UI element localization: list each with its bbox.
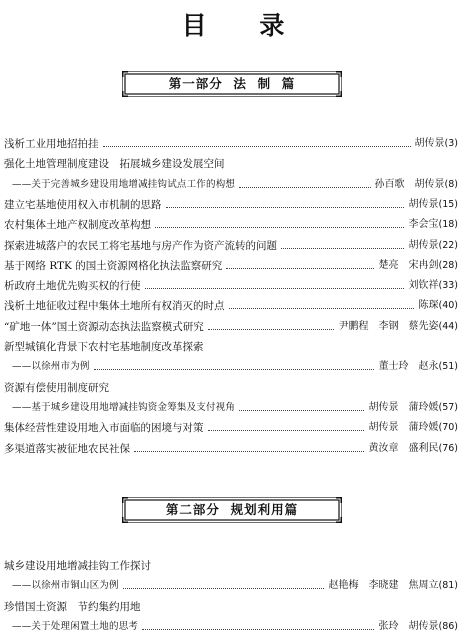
toc-author-page <box>378 258 458 274</box>
toc-page-number: (18) <box>438 219 458 231</box>
toc-entry-row <box>4 298 458 314</box>
toc-title: 浅析土地征收过程中集体土地所有权消灭的时点 <box>4 300 225 313</box>
toc-title: 探索进城落户的农民工将宅基地与房产作为资产流转的问题 <box>4 239 277 252</box>
toc-entry-row <box>4 441 458 457</box>
toc-author-page <box>418 298 458 314</box>
toc-subtitle-row <box>12 359 458 375</box>
toc-author-page <box>408 278 458 294</box>
toc-page-number: (76) <box>438 442 458 454</box>
dot-leader <box>90 359 379 375</box>
dot-leader <box>225 298 419 314</box>
toc-entry-row <box>4 420 458 436</box>
toc-authors: 刘钦祥 <box>408 280 439 292</box>
dot-leader <box>204 319 339 335</box>
toc-authors: 楚亮 宋冉剑 <box>378 259 439 271</box>
toc-authors: 黄汝章 盛利民 <box>368 442 439 454</box>
toc-page-number: (70) <box>438 422 458 434</box>
toc-subtitle: ——以徐州市为例 <box>12 361 90 373</box>
toc-title: 建立宅基地使用权入市机制的思路 <box>4 198 162 211</box>
toc-authors: 胡传景 <box>414 138 445 149</box>
toc-authors: 孙百歌 胡传景 <box>374 178 445 190</box>
toc-title: 集体经营性建设用地入市面临的困境与对策 <box>4 422 204 435</box>
toc-page-number: (22) <box>438 239 458 251</box>
toc-subtitle: ——关于完善城乡建设用地增减挂钩试点工作的构想 <box>12 178 236 190</box>
toc-title: 珍惜国土资源 节约集约用地 <box>4 600 141 613</box>
dot-leader <box>141 278 409 294</box>
toc-authors: 胡传景 <box>408 239 439 251</box>
dot-leader <box>119 578 329 594</box>
toc-entry-row <box>4 217 458 233</box>
dot-leader <box>235 400 368 416</box>
toc-page-number: (81) <box>438 580 458 592</box>
toc-title: 析政府土地优先购买权的行使 <box>4 280 141 293</box>
toc-page-number: (8) <box>444 178 458 190</box>
toc-subtitle-row <box>12 619 458 635</box>
toc-authors: 胡传景 蒲玲媛 <box>368 401 439 413</box>
toc-subtitle: ——以徐州市铜山区为例 <box>12 580 119 592</box>
toc-title: 浅析工业用地招拍挂 <box>4 138 99 150</box>
part-one-banner <box>122 71 342 97</box>
toc-title: 城乡建设用地增减挂钩工作探讨 <box>4 560 151 572</box>
toc-page-number: (51) <box>438 361 458 373</box>
dot-leader <box>222 258 378 274</box>
toc-entry-row <box>4 339 458 355</box>
toc-author-page <box>328 578 458 594</box>
toc-subtitle-row <box>12 578 458 594</box>
toc-authors: 赵艳梅 李晓建 焦周立 <box>328 580 439 592</box>
toc-author-page <box>408 197 458 213</box>
toc-author-page <box>368 420 458 436</box>
toc-page-number: (44) <box>438 320 458 332</box>
toc-author-page <box>415 136 458 152</box>
toc-entry-row <box>4 380 458 396</box>
toc-entry-row <box>4 197 458 213</box>
toc-author-page <box>378 359 458 375</box>
toc-authors: 尹鹏程 李钢 蔡先姿 <box>338 320 439 332</box>
toc-entry-row <box>4 319 458 335</box>
part-one-label: 第一部分 法 制 篇 <box>168 76 296 91</box>
toc-page-number: (33) <box>438 280 458 292</box>
dot-leader <box>235 177 374 193</box>
dot-leader <box>99 136 415 152</box>
toc-subtitle-row <box>12 177 458 193</box>
part-two-banner <box>122 497 342 523</box>
dot-leader <box>130 441 368 457</box>
toc-entry-row <box>4 278 458 294</box>
toc-entry-row <box>4 136 458 152</box>
toc-page-number: (3) <box>444 138 458 149</box>
toc-author-page <box>408 238 458 254</box>
page-title: 目 录 <box>181 11 307 40</box>
toc-page-number: (40) <box>438 300 458 312</box>
dot-leader <box>138 619 378 635</box>
toc-author-page <box>375 177 458 193</box>
toc-title: “矿地一体”国土资源动态执法监察模式研究 <box>4 320 204 333</box>
toc-author-page <box>368 441 458 457</box>
toc-author-page <box>408 217 458 233</box>
toc-authors: 董士玲 赵永 <box>378 361 439 373</box>
toc-page-number: (15) <box>438 198 458 210</box>
dot-leader <box>204 420 369 436</box>
toc-entry-row <box>4 156 458 172</box>
toc-page-number: (28) <box>438 259 458 271</box>
toc-title: 资源有偿使用制度研究 <box>4 381 109 394</box>
toc-entry-row <box>4 258 458 274</box>
toc-author-page <box>378 619 458 635</box>
dot-leader <box>162 197 409 213</box>
toc-subtitle: ——关于处理闲置土地的思考 <box>12 620 139 632</box>
toc-authors: 张玲 胡传景 <box>378 620 439 632</box>
toc-author-page <box>338 319 458 335</box>
toc-entry-row <box>4 238 458 254</box>
toc-title: 强化土地管理制度建设 拓展城乡建设发展空间 <box>4 158 225 171</box>
part-two-label: 第二部分 规划利用篇 <box>165 502 299 517</box>
toc-title: 农村集体土地产权制度改革构想 <box>4 219 151 232</box>
toc-title: 基于网络 RTK 的国土资源网格化执法监察研究 <box>4 259 223 272</box>
toc-author-page <box>368 400 458 416</box>
toc-page-number: (57) <box>438 401 458 413</box>
dot-leader <box>277 238 408 254</box>
toc-subtitle: ——基于城乡建设用地增减挂钩资金筹集及支付视角 <box>12 401 236 413</box>
toc-authors: 胡传景 <box>408 198 439 210</box>
toc-entry-row <box>4 558 458 574</box>
toc-authors: 胡传景 蒲玲媛 <box>368 422 439 434</box>
toc-title: 多渠道落实被征地农民社保 <box>4 442 130 455</box>
dot-leader <box>151 217 408 233</box>
toc-subtitle-row <box>12 400 458 416</box>
toc-page-number: (86) <box>438 620 458 632</box>
toc-authors: 李会宝 <box>408 219 439 231</box>
toc-entry-row <box>4 599 458 615</box>
toc-authors: 陈琛 <box>418 300 439 312</box>
toc-title: 新型城镇化背景下农村宅基地制度改革探索 <box>4 341 204 353</box>
